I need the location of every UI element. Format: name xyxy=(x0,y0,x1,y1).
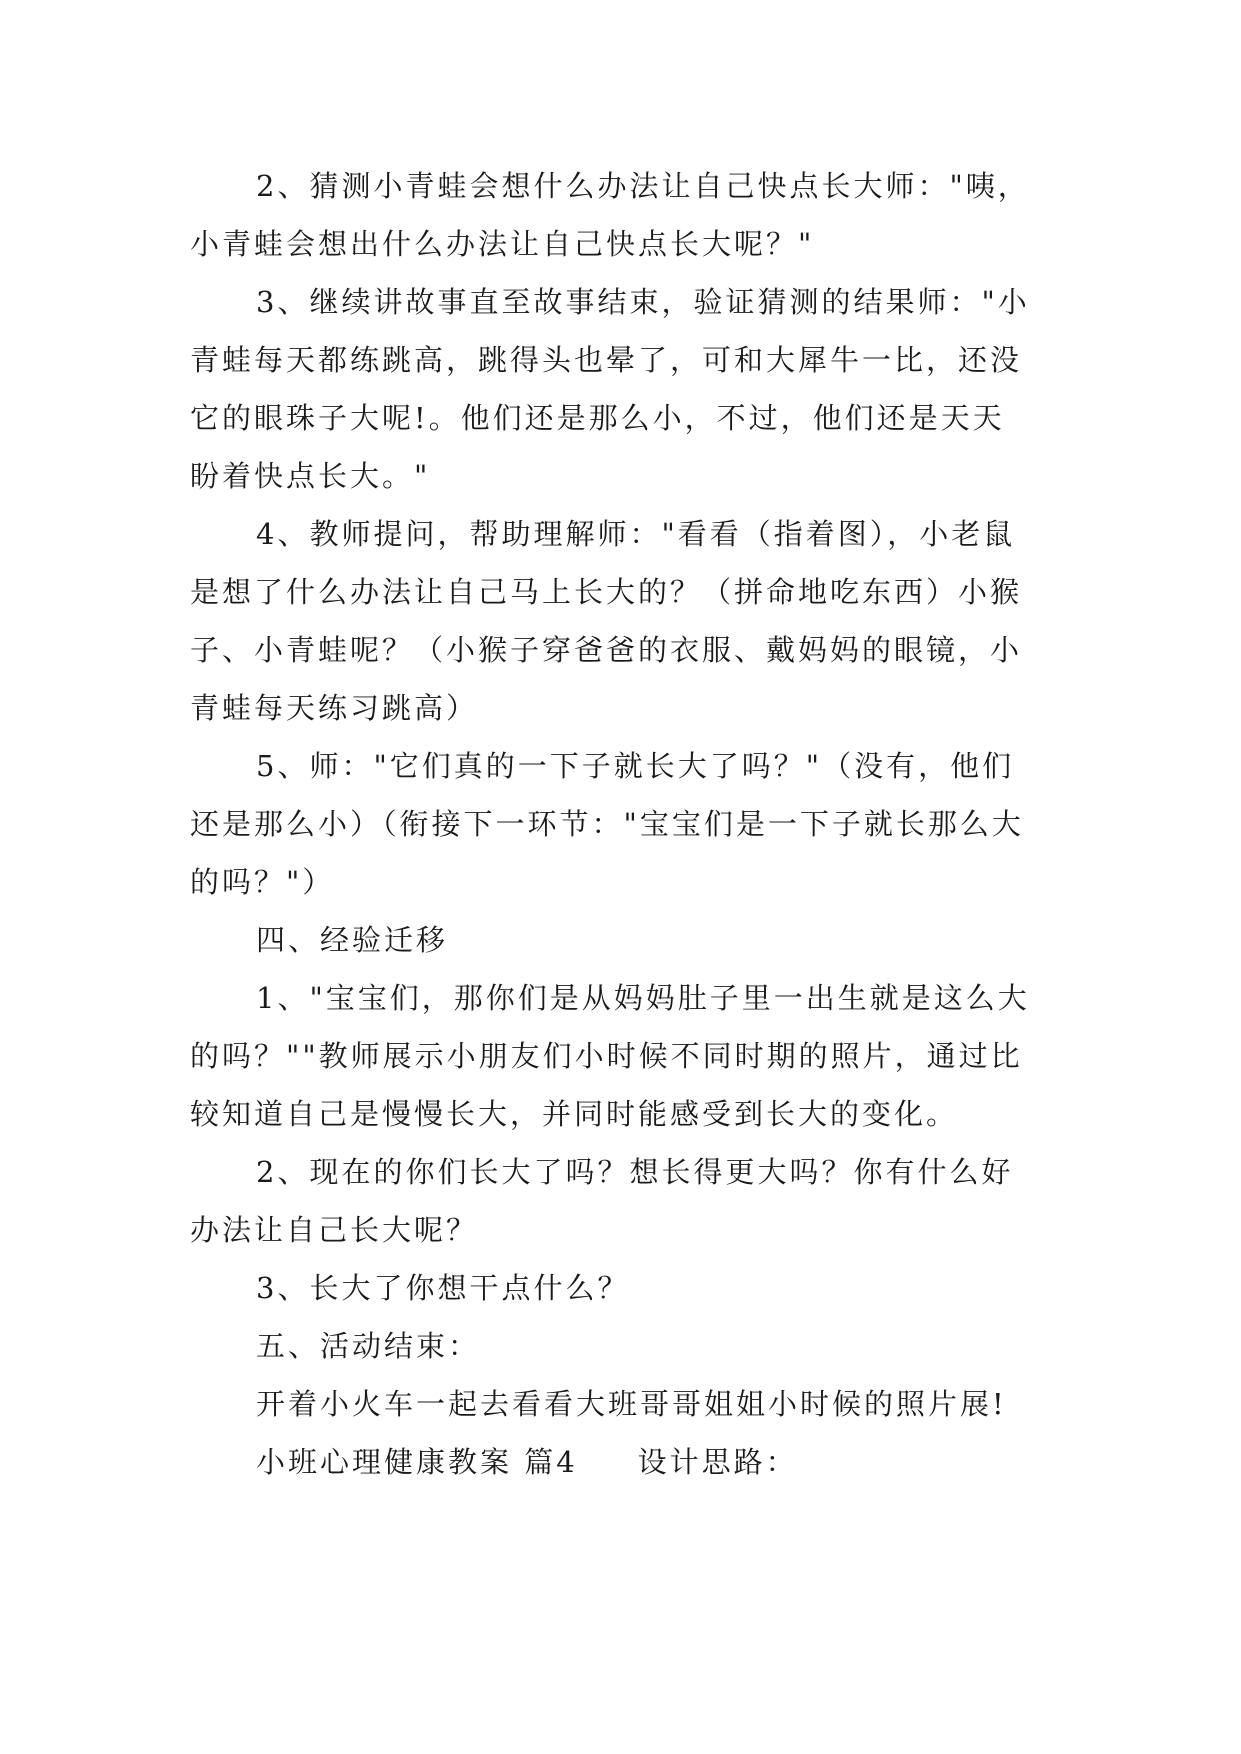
paragraph-line: 较知道自己是慢慢长大，并同时能感受到长大的变化。 xyxy=(190,1097,959,1131)
paragraph-line: 3、继续讲故事直至故事结束，验证猜测的结果师："小 xyxy=(256,285,1030,319)
paragraph-line: 开着小火车一起去看看大班哥哥姐姐小时候的照片展! xyxy=(256,1387,1007,1421)
paragraph-line: 还是那么小）（衔接下一环节："宝宝们是一下子就长那么大 xyxy=(190,807,1024,841)
section-heading: 五、活动结束： xyxy=(256,1329,481,1363)
paragraph-line: 的吗？""教师展示小朋友们小时候不同时期的照片，通过比 xyxy=(190,1039,1023,1073)
paragraph-line: 2、现在的你们长大了吗？想长得更大吗？你有什么好 xyxy=(256,1155,1014,1189)
paragraph-line: 2、猜测小青蛙会想什么办法让自己快点长大师："咦， xyxy=(256,169,1030,203)
paragraph-line: 5、师："它们真的一下子就长大了吗？"（没有，他们 xyxy=(256,749,1015,783)
lesson-title-line xyxy=(190,1433,1070,1491)
paragraph-line: 4、教师提问，帮助理解师："看看（指着图），小老鼠 xyxy=(256,517,1016,551)
design-ideas-heading: 设计思路： xyxy=(637,1445,798,1479)
paragraph-line: 3、长大了你想干点什么？ xyxy=(256,1271,630,1305)
paragraph-line: 青蛙每天都练跳高，跳得头也晕了，可和大犀牛一比，还没 xyxy=(190,343,1023,377)
paragraph-line: 的吗？"） xyxy=(190,865,335,899)
paragraph-line: 子、小青蛙呢？（小猴子穿爸爸的衣服、戴妈妈的眼镜，小 xyxy=(190,633,1023,667)
lesson-title: 小班心理健康教案 篇4 xyxy=(256,1445,578,1479)
paragraph-line: 青蛙每天练习跳高） xyxy=(190,691,479,725)
paragraph-line: 1、"宝宝们，那你们是从妈妈肚子里一出生就是这么大 xyxy=(256,981,1030,1015)
paragraph-line: 办法让自己长大呢？ xyxy=(190,1213,479,1247)
paragraph-line: 盼着快点长大。" xyxy=(190,459,431,493)
paragraph-line: 小青蛙会想出什么办法让自己快点长大呢？" xyxy=(190,227,815,261)
paragraph-line: 是想了什么办法让自己马上长大的？（拼命地吃东西）小猴 xyxy=(190,575,1023,609)
section-heading: 四、经验迁移 xyxy=(256,923,449,957)
document-body xyxy=(190,157,1070,1491)
paragraph-line: 它的眼珠子大呢!。他们还是那么小，不过，他们还是天天 xyxy=(190,401,1005,435)
